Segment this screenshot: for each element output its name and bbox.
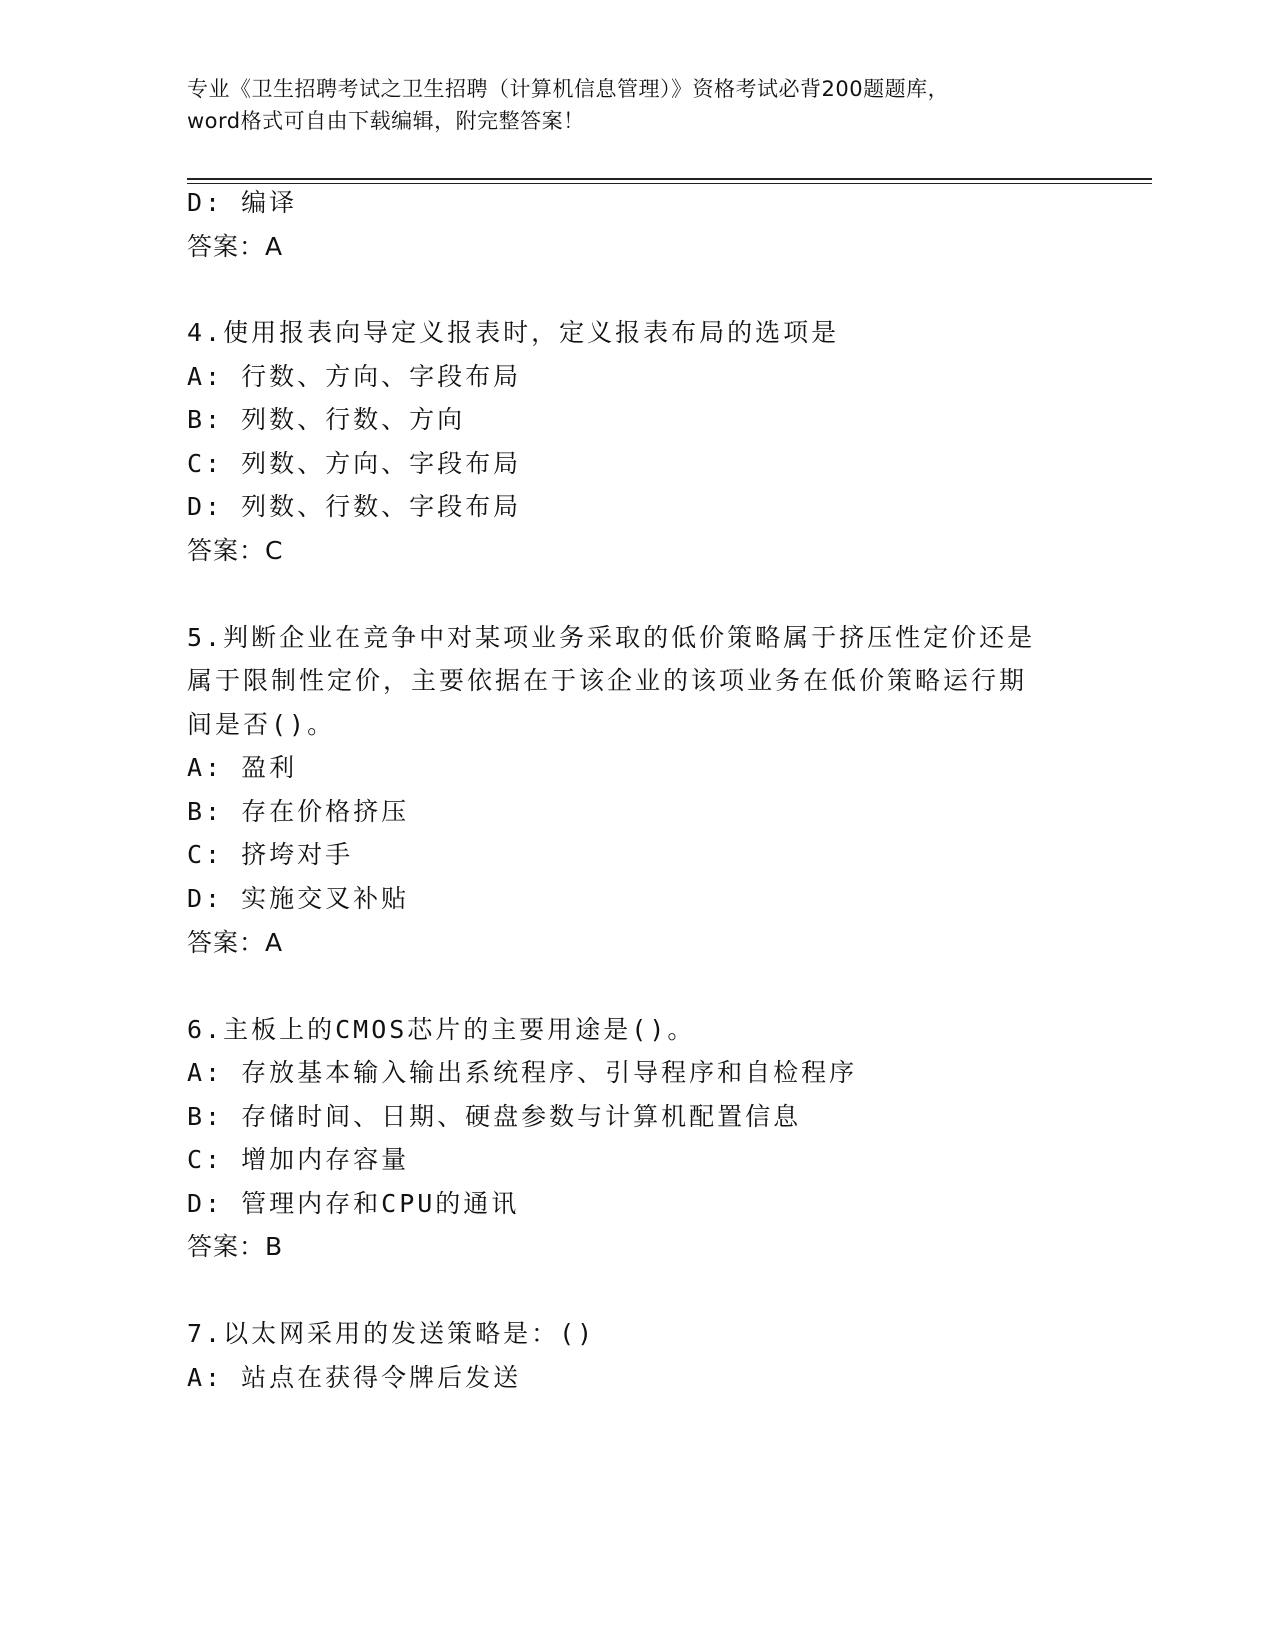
header-title-line-1: 专业《卫生招聘考试之卫生招聘（计算机信息管理）》资格考试必背200题题库， <box>187 77 950 101</box>
q6-question: 6.主板上的CMOS芯片的主要用途是()。 <box>187 1015 696 1044</box>
q5-option-a: A: 盈利 <box>187 753 298 782</box>
q5-option-d: D: 实施交叉补贴 <box>187 884 410 913</box>
q5-question-line-1: 5.判断企业在竞争中对某项业务采取的低价策略属于挤压性定价还是 <box>187 623 1036 652</box>
header-divider-thin <box>187 183 1152 184</box>
q6-option-b: B: 存储时间、日期、硬盘参数与计算机配置信息 <box>187 1102 802 1131</box>
header-title-line-2: word格式可自由下载编辑，附完整答案！ <box>187 109 585 133</box>
q5-question-line-3: 间是否()。 <box>187 710 336 739</box>
header-divider-thick <box>187 178 1152 180</box>
q4-option-d: D: 列数、行数、字段布局 <box>187 492 522 521</box>
document-header <box>187 73 1087 137</box>
q6-option-d: D: 管理内存和CPU的通讯 <box>187 1189 520 1218</box>
q4-question: 4.使用报表向导定义报表时，定义报表布局的选项是 <box>187 318 840 347</box>
q7-option-a: A: 站点在获得令牌后发送 <box>187 1363 522 1392</box>
q5-option-b: B: 存在价格挤压 <box>187 797 410 826</box>
q4-option-b: B: 列数、行数、方向 <box>187 405 466 434</box>
q4-option-a: A: 行数、方向、字段布局 <box>187 362 522 391</box>
q6-option-a: A: 存放基本输入输出系统程序、引导程序和自检程序 <box>187 1058 858 1087</box>
q5-answer: 答案：A <box>187 928 284 957</box>
q4-option-c: C: 列数、方向、字段布局 <box>187 449 522 478</box>
q3-option-d: D: 编译 <box>187 188 298 217</box>
q7-question: 7.以太网采用的发送策略是：() <box>187 1319 596 1348</box>
q4-answer: 答案：C <box>187 536 284 565</box>
q5-question-line-2: 属于限制性定价，主要依据在于该企业的该项业务在低价策略运行期 <box>187 666 1028 695</box>
q6-answer: 答案：B <box>187 1232 284 1261</box>
q6-option-c: C: 增加内存容量 <box>187 1145 410 1174</box>
q5-option-c: C: 挤垮对手 <box>187 840 354 869</box>
q3-answer: 答案：A <box>187 232 284 261</box>
